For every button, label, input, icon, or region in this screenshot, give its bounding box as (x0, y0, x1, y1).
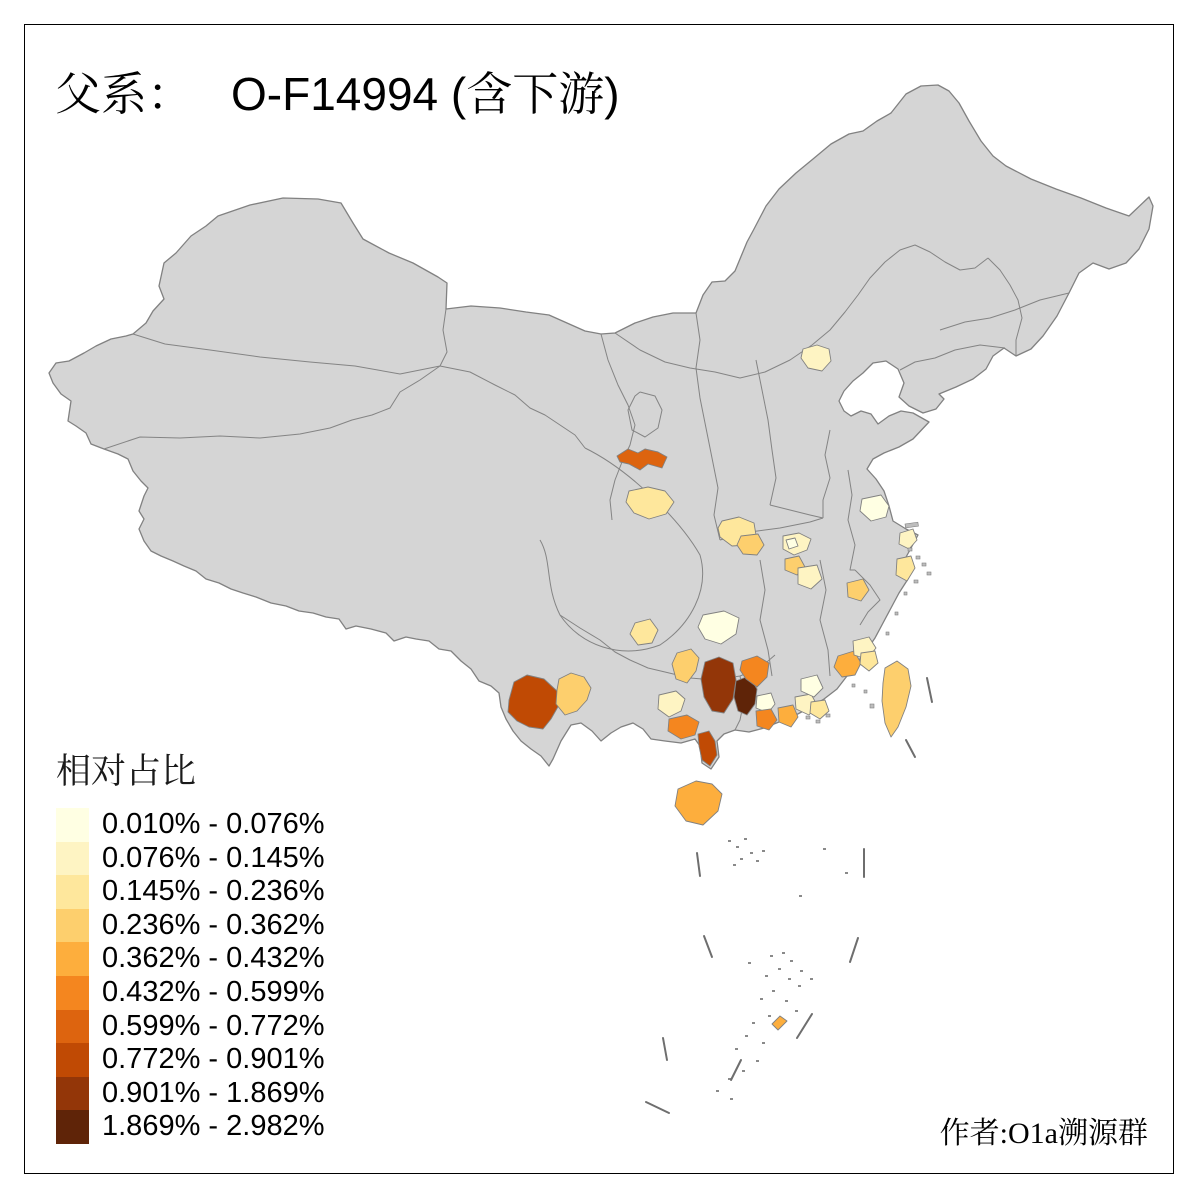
legend-label: 0.145% - 0.236% (102, 875, 325, 908)
legend-row (56, 942, 324, 976)
legend-label: 0.010% - 0.076% (102, 808, 325, 840)
china-mainland-shape (49, 85, 1153, 769)
legend (56, 744, 324, 1144)
map-region-taiwan (882, 661, 911, 737)
legend-label: 0.772% - 0.901% (102, 1043, 325, 1076)
legend-label: 0.236% - 0.362% (102, 908, 325, 941)
page-title (55, 58, 620, 124)
legend-label: 1.869% - 2.982% (102, 1110, 325, 1143)
title-value: O-F14994 (含下游) (231, 68, 620, 120)
legend-swatch (56, 1010, 89, 1044)
legend-row (56, 1077, 324, 1111)
map-region-hainan (675, 781, 722, 825)
legend-label: 0.901% - 1.869% (102, 1076, 325, 1109)
title-prefix: 父系： (55, 69, 193, 120)
south-china-sea-islets (716, 838, 848, 1100)
legend-row (56, 842, 324, 876)
legend-swatch (56, 808, 89, 842)
legend-label: 0.599% - 0.772% (102, 1009, 325, 1042)
attribution: 作者:O1a溯源群 (939, 1117, 1148, 1150)
legend-label: 0.362% - 0.432% (102, 942, 325, 975)
map-region-scs-island (772, 1016, 787, 1030)
legend-swatch (56, 842, 89, 876)
legend-swatch (56, 942, 89, 976)
legend-row (56, 875, 324, 909)
legend-swatch (56, 1077, 89, 1111)
legend-row (56, 1010, 324, 1044)
legend-swatch (56, 976, 89, 1010)
legend-row (56, 976, 324, 1010)
legend-swatch (56, 1043, 89, 1077)
legend-row (56, 1110, 324, 1144)
map-region-putian (860, 651, 878, 671)
legend-rows (56, 808, 324, 1144)
legend-label: 0.076% - 0.145% (102, 841, 325, 874)
legend-title: 相对占比 (56, 752, 197, 791)
legend-row (56, 1043, 324, 1077)
legend-label: 0.432% - 0.599% (102, 975, 325, 1008)
legend-row (56, 808, 324, 842)
legend-swatch (56, 875, 89, 909)
legend-swatch (56, 1110, 89, 1144)
legend-swatch (56, 909, 89, 943)
sea-boundary-dashes (646, 678, 932, 1113)
legend-row (56, 909, 324, 943)
